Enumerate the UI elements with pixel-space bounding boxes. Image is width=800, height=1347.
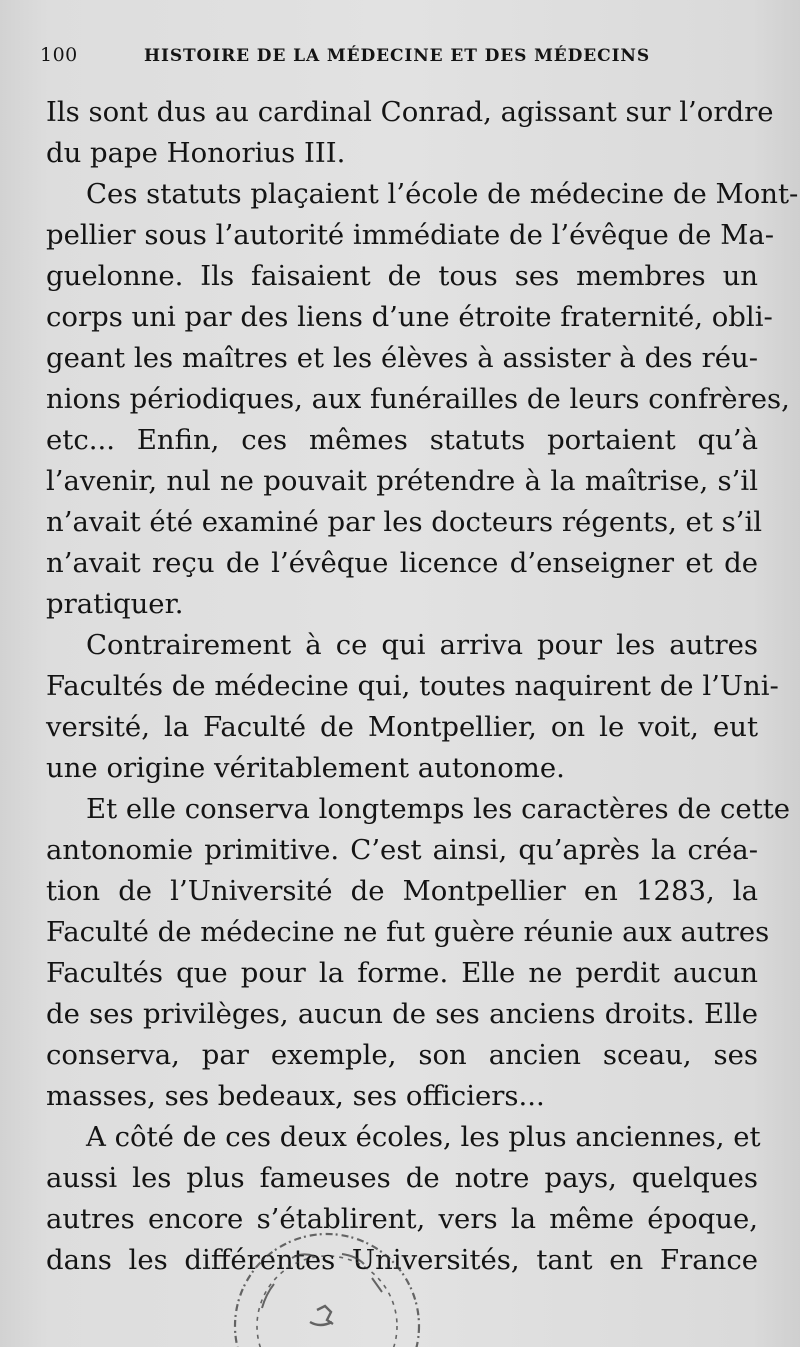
body-text xyxy=(46,92,799,1281)
text-line: Facultés de médecine qui, toutes naquirent de l’Uni- xyxy=(46,670,779,702)
running-title: HISTOIRE DE LA MÉDECINE ET DES MÉDECINS xyxy=(144,46,651,66)
text-line: aussi les plus fameuses de notre pays, quelques xyxy=(46,1162,758,1194)
text-line: Et elle conserva longtemps les caractères de cette xyxy=(86,793,791,825)
text-line: Ils sont dus au cardinal Conrad, agissant sur l’ordre xyxy=(46,96,774,128)
text-line: antonomie primitive. C’est ainsi, qu’après la créa- xyxy=(46,834,758,866)
text-line: Faculté de médecine ne fut guère réunie aux autres xyxy=(46,916,770,948)
text-line: etc... Enfin, ces mêmes statuts portaient qu’à xyxy=(46,424,758,456)
text-line: conserva, par exemple, son ancien sceau, ses xyxy=(46,1039,758,1071)
text-line: A côté de ces deux écoles, les plus anciennes, et xyxy=(86,1121,761,1153)
text-line: dans les différentes Universités, tant en France xyxy=(46,1244,758,1276)
text-line: de ses privilèges, aucun de ses anciens droits. Elle xyxy=(46,998,758,1030)
text-line: tion de l’Université de Montpellier en 1283, la xyxy=(46,875,758,907)
text-line: Ces statuts plaçaient l’école de médecine de Mont- xyxy=(86,178,799,210)
page-header xyxy=(40,44,760,78)
text-line: n’avait été examiné par les docteurs régents, et s’il xyxy=(46,506,763,538)
text-line: une origine véritablement autonome. xyxy=(46,752,565,784)
text-line: masses, ses bedeaux, ses officiers... xyxy=(46,1080,545,1112)
page-number: 100 xyxy=(40,44,78,66)
text-line: Contrairement à ce qui arriva pour les autres xyxy=(86,629,758,661)
text-line: du pape Honorius III. xyxy=(46,137,346,169)
library-stamp-icon xyxy=(222,1218,432,1347)
text-line: autres encore s’établirent, vers la même époque, xyxy=(46,1203,758,1235)
text-line: pratiquer. xyxy=(46,588,184,620)
text-line: geant les maîtres et les élèves à assister à des réu- xyxy=(46,342,758,374)
text-line: pellier sous l’autorité immédiate de l’évêque de Ma- xyxy=(46,219,775,251)
text-line: corps uni par des liens d’une étroite fraternité, obli- xyxy=(46,301,773,333)
text-line: versité, la Faculté de Montpellier, on le voit, eut xyxy=(46,711,758,743)
text-line: l’avenir, nul ne pouvait prétendre à la maîtrise, s’il xyxy=(46,465,758,497)
text-line: guelonne. Ils faisaient de tous ses membres un xyxy=(46,260,758,292)
text-line: n’avait reçu de l’évêque licence d’enseigner et de xyxy=(46,547,758,579)
text-line: nions périodiques, aux funérailles de leurs confrères, xyxy=(46,383,790,415)
text-line: Facultés que pour la forme. Elle ne perdit aucun xyxy=(46,957,758,989)
